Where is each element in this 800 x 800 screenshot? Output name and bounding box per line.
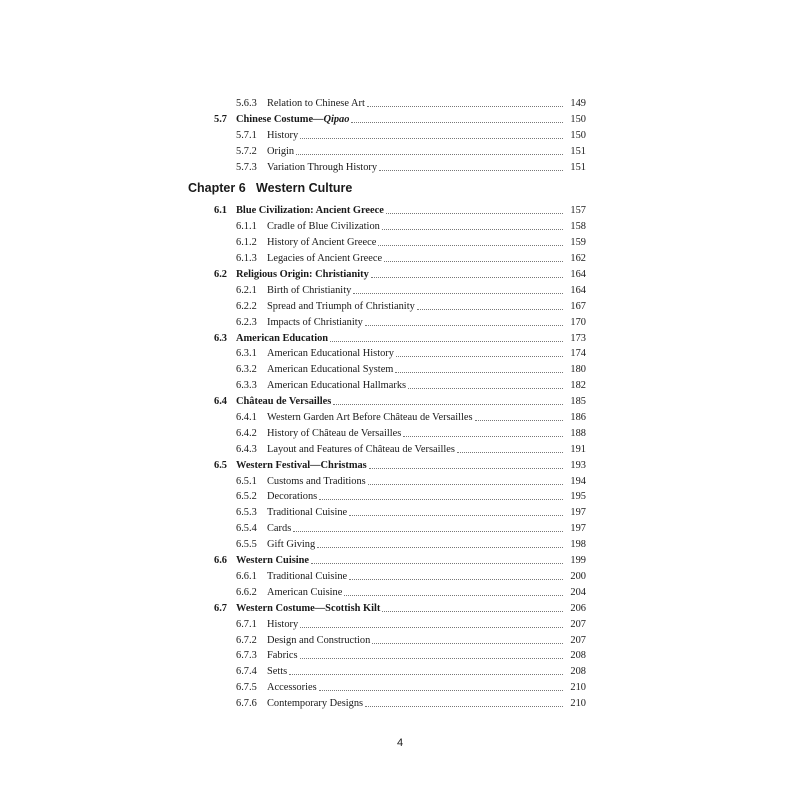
entry-title-wrap <box>267 489 317 505</box>
entry-title-wrap <box>267 474 366 490</box>
entry-number: 6.1.3 <box>236 253 257 265</box>
entry-title: Accessories <box>267 682 317 694</box>
entry-title: Cradle of Blue Civilization <box>267 221 380 233</box>
entry-page-number: 195 <box>570 491 586 503</box>
entry-number: 6.1.2 <box>236 237 257 249</box>
entry-title-wrap <box>267 410 473 426</box>
entry-title: Western Garden Art Before Château de Versailles <box>267 412 473 424</box>
entry-page-number: 197 <box>570 523 586 535</box>
entry-page-number: 206 <box>570 602 586 614</box>
dot-leader <box>382 611 563 612</box>
entry-number: 6.6.1 <box>236 570 257 582</box>
dot-leader <box>382 229 563 230</box>
entry-title-wrap <box>267 362 393 378</box>
entry-number: 5.7.2 <box>236 145 257 157</box>
entry-title: Setts <box>267 666 288 678</box>
dot-leader <box>378 245 563 246</box>
entry-number: 6.7.4 <box>236 666 257 678</box>
entry-page-number: 157 <box>570 205 586 217</box>
toc-subsection-entry[interactable] <box>0 648 800 664</box>
entry-page-number: 167 <box>570 300 586 312</box>
toc-subsection-entry[interactable] <box>0 346 800 362</box>
dot-leader <box>365 706 563 707</box>
toc-subsection-entry[interactable] <box>0 474 800 490</box>
toc-subsection-entry[interactable] <box>0 128 800 144</box>
dot-leader <box>349 579 563 580</box>
dot-leader <box>351 122 563 123</box>
entry-number: 6.7.2 <box>236 634 257 646</box>
entry-title: Layout and Features of Château de Versailles <box>267 443 455 455</box>
entry-title-wrap <box>267 442 455 458</box>
chapter-heading <box>0 175 800 203</box>
entry-title: Spread and Triumph of Christianity <box>267 300 415 312</box>
toc-section-entry[interactable] <box>0 267 800 283</box>
entry-number: 6.2.3 <box>236 316 257 328</box>
entry-title: American Educational System <box>267 364 394 376</box>
entry-title-wrap <box>267 426 401 442</box>
entry-title: Blue Civilization: Ancient Greece <box>236 205 384 217</box>
entry-title-wrap <box>236 553 309 569</box>
dot-leader <box>395 372 563 373</box>
entry-title-wrap <box>267 585 342 601</box>
entry-title-wrap <box>267 96 365 112</box>
toc-subsection-entry[interactable] <box>0 378 800 394</box>
toc-section-entry[interactable] <box>0 601 800 617</box>
entry-title: Chinese Costume— <box>236 113 324 125</box>
dot-leader <box>372 643 563 644</box>
entry-title-wrap <box>267 537 315 553</box>
toc-subsection-entry[interactable] <box>0 315 800 331</box>
entry-title: History of Ancient Greece <box>267 237 377 249</box>
entry-number: 5.7 <box>214 113 227 125</box>
entry-number: 6.3 <box>214 332 227 344</box>
toc-subsection-entry[interactable] <box>0 489 800 505</box>
toc-subsection-entry[interactable] <box>0 696 800 712</box>
toc-subsection-entry[interactable] <box>0 251 800 267</box>
toc-section-entry[interactable] <box>0 112 800 128</box>
entry-title-wrap <box>267 505 347 521</box>
entry-number: 6.5.4 <box>236 523 257 535</box>
entry-title-wrap <box>267 346 394 362</box>
entry-page-number: 150 <box>570 113 586 125</box>
dot-leader <box>369 468 563 469</box>
entry-page-number: 164 <box>570 269 586 281</box>
entry-number: 6.1.1 <box>236 221 257 233</box>
entry-page-number: 159 <box>570 237 586 249</box>
entry-page-number: 199 <box>570 555 586 567</box>
entry-title-wrap <box>236 601 380 617</box>
entry-title-wrap <box>267 251 382 267</box>
entry-number: 5.7.1 <box>236 129 257 141</box>
toc-section-entry[interactable] <box>0 203 800 219</box>
entry-number: 6.5.2 <box>236 491 257 503</box>
entry-title-wrap <box>267 664 287 680</box>
entry-page-number: 164 <box>570 284 586 296</box>
dot-leader <box>333 404 563 405</box>
entry-title-wrap <box>267 680 317 696</box>
entry-title-wrap <box>267 283 351 299</box>
entry-title: Relation to Chinese Art <box>267 98 365 109</box>
entry-title-wrap <box>267 128 298 144</box>
entry-title-wrap <box>236 267 369 283</box>
entry-page-number: 186 <box>570 412 586 424</box>
dot-leader <box>365 325 563 326</box>
dot-leader <box>300 627 563 628</box>
entry-page-number: 198 <box>570 539 586 551</box>
table-of-contents <box>0 96 800 712</box>
dot-leader <box>368 484 563 485</box>
entry-title-wrap <box>267 696 363 712</box>
entry-number: 6.4.3 <box>236 443 257 455</box>
entry-number: 6.5 <box>214 459 227 471</box>
entry-title: History <box>267 129 299 141</box>
entry-number: 6.3.3 <box>236 380 257 392</box>
entry-title: Origin <box>267 145 295 157</box>
dot-leader <box>353 293 563 294</box>
entry-title: Western Costume—Scottish Kilt <box>236 602 381 614</box>
entry-title: Legacies of Ancient Greece <box>267 253 383 265</box>
entry-page-number: 170 <box>570 316 586 328</box>
entry-title-wrap <box>267 617 298 633</box>
dot-leader <box>311 563 563 564</box>
dot-leader <box>319 499 563 500</box>
toc-section-entry[interactable] <box>0 553 800 569</box>
dot-leader <box>371 277 563 278</box>
toc-subsection-entry[interactable] <box>0 617 800 633</box>
dot-leader <box>319 690 563 691</box>
dot-leader <box>475 420 563 421</box>
dot-leader <box>384 261 563 262</box>
toc-subsection-entry[interactable] <box>0 410 800 426</box>
entry-number: 6.7.3 <box>236 650 257 662</box>
chapter-number: Chapter 6 <box>188 181 246 196</box>
entry-page-number: 151 <box>570 161 586 173</box>
entry-title: American Educational Hallmarks <box>267 380 407 392</box>
entry-number: 6.2.2 <box>236 300 257 312</box>
entry-title: American Educational History <box>267 348 394 360</box>
toc-subsection-entry[interactable] <box>0 160 800 176</box>
dot-leader <box>344 595 563 596</box>
toc-subsection-entry[interactable] <box>0 219 800 235</box>
entry-page-number: 193 <box>570 459 586 471</box>
entry-title-wrap <box>236 112 349 128</box>
entry-title-wrap <box>267 315 363 331</box>
entry-title-wrap <box>267 235 376 251</box>
entry-title: Château de Versailles <box>236 396 332 408</box>
entry-number: 6.5.5 <box>236 539 257 551</box>
entry-page-number: 194 <box>570 475 586 487</box>
dot-leader <box>379 170 563 171</box>
entry-number: 6.5.1 <box>236 475 257 487</box>
entry-number: 6.2 <box>214 269 227 281</box>
entry-page-number: 210 <box>570 698 586 710</box>
entry-title: Religious Origin: Christianity <box>236 269 369 281</box>
entry-title: Western Festival—Christmas <box>236 459 367 471</box>
entry-title-italic: Qipao <box>323 113 350 125</box>
entry-page-number: 180 <box>570 364 586 376</box>
dot-leader <box>300 658 563 659</box>
page-number: 4 <box>396 737 404 749</box>
entry-title: American Education <box>236 332 329 344</box>
toc-subsection-entry[interactable] <box>0 537 800 553</box>
entry-number: 6.7 <box>214 602 227 614</box>
toc-subsection-entry[interactable] <box>0 96 800 112</box>
toc-subsection-entry[interactable] <box>0 299 800 315</box>
chapter-title: Western Culture <box>256 181 353 196</box>
entry-title: Fabrics <box>267 650 298 662</box>
entry-number: 6.5.3 <box>236 507 257 519</box>
entry-title-wrap <box>236 394 331 410</box>
entry-number: 6.7.1 <box>236 618 257 630</box>
entry-title-wrap <box>267 160 377 176</box>
dot-leader <box>296 154 563 155</box>
entry-page-number: 151 <box>570 145 586 157</box>
dot-leader <box>330 341 563 342</box>
entry-title: American Cuisine <box>267 586 343 598</box>
entry-number: 6.6.2 <box>236 586 257 598</box>
toc-subsection-entry[interactable] <box>0 585 800 601</box>
entry-title-wrap <box>267 219 380 235</box>
entry-title: Birth of Christianity <box>267 284 352 296</box>
toc-subsection-entry[interactable] <box>0 505 800 521</box>
entry-title: History <box>267 618 299 630</box>
dot-leader <box>403 436 563 437</box>
toc-subsection-entry[interactable] <box>0 680 800 696</box>
entry-number: 6.4 <box>214 396 227 408</box>
entry-page-number: 162 <box>570 253 586 265</box>
entry-title-wrap <box>236 331 328 347</box>
entry-title-wrap <box>236 458 367 474</box>
entry-page-number: 207 <box>570 618 586 630</box>
entry-title-wrap <box>267 378 406 394</box>
entry-number: 6.4.1 <box>236 412 257 424</box>
entry-page-number: 208 <box>570 650 586 662</box>
entry-number: 6.6 <box>214 555 227 567</box>
toc-section-entry[interactable] <box>0 458 800 474</box>
entry-title: Western Cuisine <box>236 555 310 567</box>
entry-title: Impacts of Christianity <box>267 316 363 328</box>
toc-subsection-entry[interactable] <box>0 664 800 680</box>
entry-title-wrap <box>267 648 298 664</box>
entry-title: History of Château de Versailles <box>267 427 402 439</box>
entry-page-number: 200 <box>570 570 586 582</box>
dot-leader <box>367 106 563 107</box>
toc-subsection-entry[interactable] <box>0 144 800 160</box>
dot-leader <box>289 674 563 675</box>
entry-page-number: 149 <box>570 98 586 109</box>
toc-subsection-entry[interactable] <box>0 235 800 251</box>
entry-title: Contemporary Designs <box>267 698 364 710</box>
entry-number: 6.7.5 <box>236 682 257 694</box>
entry-page-number: 158 <box>570 221 586 233</box>
toc-subsection-entry[interactable] <box>0 633 800 649</box>
entry-page-number: 207 <box>570 634 586 646</box>
toc-section-entry[interactable] <box>0 394 800 410</box>
dot-leader <box>408 388 563 389</box>
entry-number: 6.7.6 <box>236 698 257 710</box>
entry-title: Cards <box>267 523 292 535</box>
entry-title: Customs and Traditions <box>267 475 366 487</box>
toc-subsection-entry[interactable] <box>0 569 800 585</box>
dot-leader <box>386 213 563 214</box>
toc-subsection-entry[interactable] <box>0 442 800 458</box>
dot-leader <box>457 452 563 453</box>
dot-leader <box>293 531 563 532</box>
entry-title: Decorations <box>267 491 318 503</box>
entry-page-number: 197 <box>570 507 586 519</box>
toc-subsection-entry[interactable] <box>0 426 800 442</box>
entry-page-number: 188 <box>570 427 586 439</box>
toc-section-entry[interactable] <box>0 331 800 347</box>
entry-number: 6.4.2 <box>236 427 257 439</box>
entry-page-number: 173 <box>570 332 586 344</box>
entry-number: 6.2.1 <box>236 284 257 296</box>
entry-title-wrap <box>236 203 384 219</box>
entry-title: Traditional Cuisine <box>267 507 348 519</box>
entry-title-wrap <box>267 299 415 315</box>
entry-title-wrap <box>267 521 291 537</box>
entry-page-number: 185 <box>570 396 586 408</box>
entry-number: 6.3.2 <box>236 364 257 376</box>
dot-leader <box>317 547 563 548</box>
entry-page-number: 191 <box>570 443 586 455</box>
entry-number: 6.1 <box>214 205 227 217</box>
toc-subsection-entry[interactable] <box>0 362 800 378</box>
entry-page-number: 204 <box>570 586 586 598</box>
entry-title-wrap <box>267 633 370 649</box>
entry-title-wrap <box>267 144 294 160</box>
entry-title: Variation Through History <box>267 161 378 173</box>
entry-number: 6.3.1 <box>236 348 257 360</box>
entry-title: Design and Construction <box>267 634 371 646</box>
entry-title: Traditional Cuisine <box>267 570 348 582</box>
entry-page-number: 210 <box>570 682 586 694</box>
toc-subsection-entry[interactable] <box>0 283 800 299</box>
entry-page-number: 208 <box>570 666 586 678</box>
entry-title-wrap <box>267 569 347 585</box>
entry-number: 5.6.3 <box>236 98 257 109</box>
dot-leader <box>349 515 563 516</box>
entry-title: Gift Giving <box>267 539 316 551</box>
dot-leader <box>396 356 563 357</box>
entry-page-number: 182 <box>570 380 586 392</box>
dot-leader <box>417 309 563 310</box>
dot-leader <box>300 138 563 139</box>
toc-subsection-entry[interactable] <box>0 521 800 537</box>
entry-page-number: 150 <box>570 129 586 141</box>
entry-number: 5.7.3 <box>236 161 257 173</box>
entry-page-number: 174 <box>570 348 586 360</box>
